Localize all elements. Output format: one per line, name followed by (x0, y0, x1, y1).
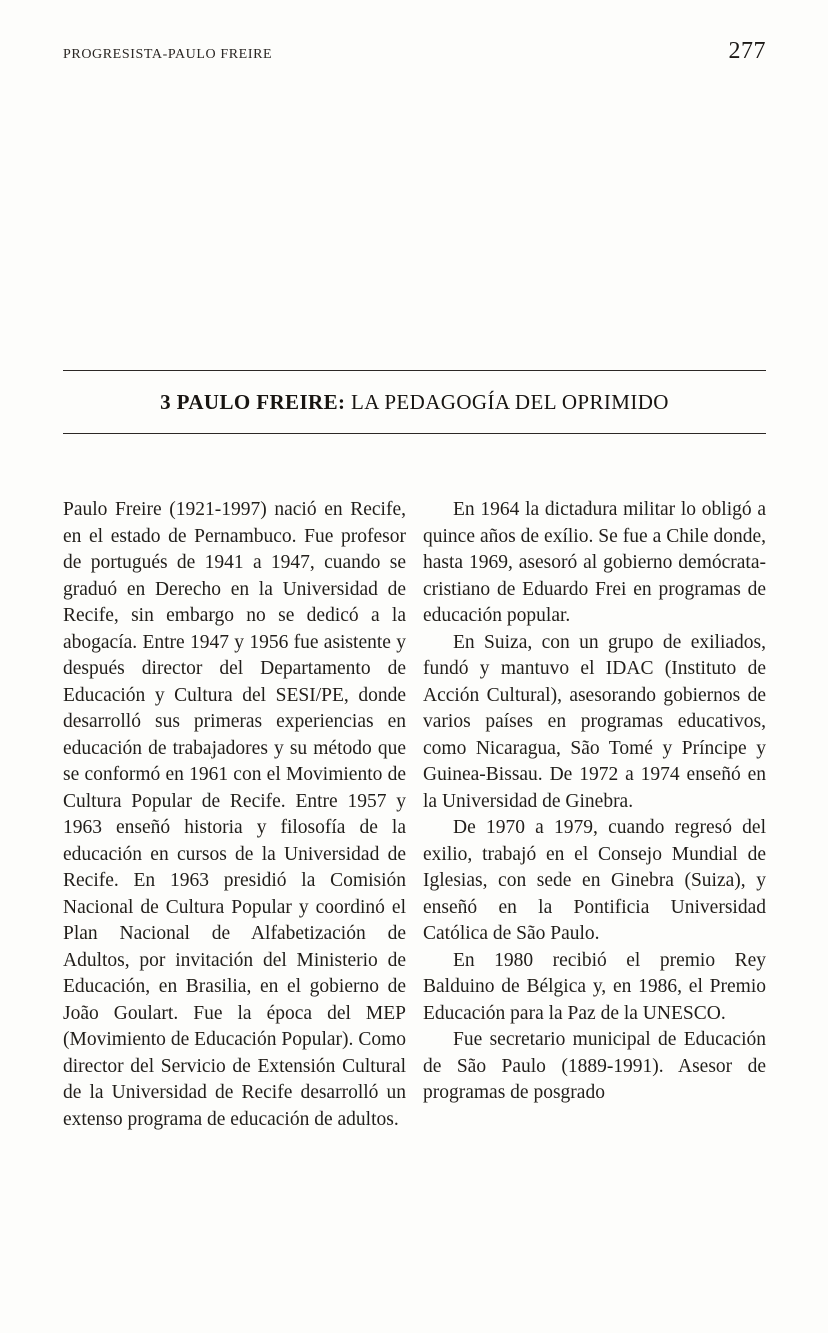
title-rule-top (63, 370, 766, 371)
running-title: PROGRESISTA-PAULO FREIRE (63, 47, 273, 62)
section-title-number: 3 PAULO FREIRE: (160, 390, 346, 414)
paragraph-secretary: Fue secretario municipal de Educación de São Paulo (1889-1991). Asesor de programas de posgrado (423, 1029, 766, 1103)
page-number: 277 (728, 38, 766, 64)
left-column (63, 497, 406, 1133)
right-column (423, 497, 766, 1133)
paragraph-exile: En 1964 la dictadura militar lo obligó a quince años de exílio. Se fue a Chile donde, hasta 1969, asesoró al gobierno demócrata-cristiano de Eduardo Frei en programas de educación popular. (423, 499, 766, 626)
section-title-text: LA PEDAGOGÍA DEL OPRIMIDO (345, 390, 669, 414)
paragraph-biography-early: Paulo Freire (1921-1997) nació en Recife, en el estado de Pernambuco. Fue profesor de portugués de 1941 a 1947, cuando se graduó en Derecho en la Universidad de Recife, sin embargo no se dedicó a la abogacía. Entre 1947 y 1956 fue asistente y después director del Departamento de Educación y Cultura del SESI/PE, donde desarrolló sus primeras experiencias en educación de trabajadores y su método que se conformó en 1961 con el Movimiento de Cultura Popular de Recife. Entre 1957 y 1963 enseñó historia y filosofía de la educación en cursos de la Universidad de Recife. En 1963 presidió la Comisión Nacional de Cultura Popular y coordinó el Plan Nacional de Alfabetización de Adultos, por invitación del Ministerio de Educación, en Brasilia, en el gobierno de João Goulart. Fue la época del MEP (Movimiento de Educación Popular). Como director del Servicio de Extensión Cultural de la Universidad de Recife desarrolló un extenso programa de educación de adultos. (63, 499, 406, 1130)
title-rule-bottom (63, 433, 766, 434)
section-title-block (63, 370, 766, 434)
section-title (63, 390, 766, 415)
page-header (63, 38, 766, 65)
paragraph-world-council: De 1970 a 1979, cuando regresó del exilio, trabajó en el Consejo Mundial de Iglesias, con sede en Ginebra (Suiza), y enseñó en la Pontificia Universidad Católica de São Paulo. (423, 817, 766, 944)
paragraph-awards: En 1980 recibió el premio Rey Balduino de Bélgica y, en 1986, el Premio Educación para la Paz de la UNESCO. (423, 949, 766, 1024)
paragraph-switzerland-idac: En Suiza, con un grupo de exiliados, fundó y mantuvo el IDAC (Instituto de Acción Cultural), asesorando gobiernos de varios países en programas educativos, como Nicaragua, São Tomé y Príncipe y Guinea-Bissau. De 1972 a 1974 enseñó en la Universidad de Ginebra. (423, 631, 766, 812)
body-columns (63, 497, 766, 1133)
